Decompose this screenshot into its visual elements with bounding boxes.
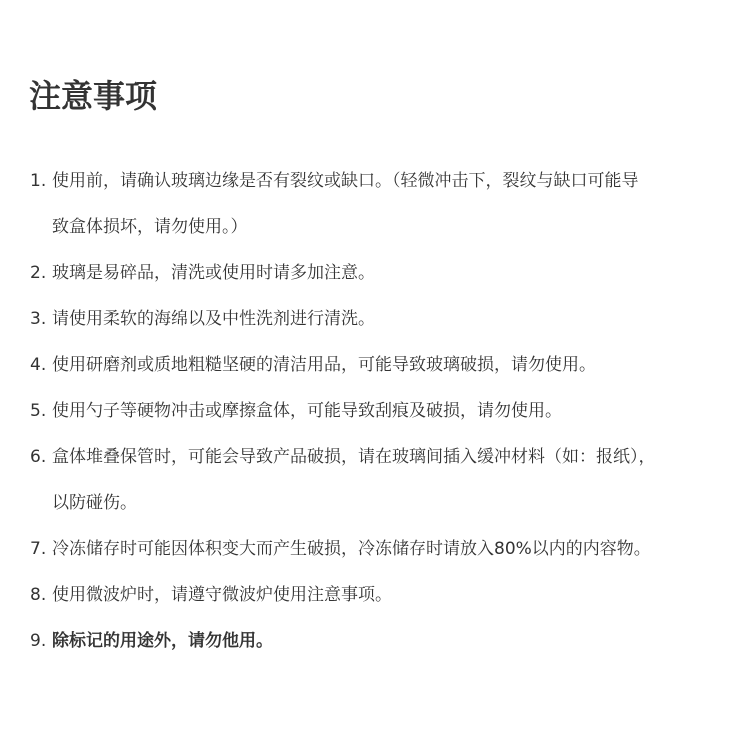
item-line: 使用微波炉时，请遵守微波炉使用注意事项。 xyxy=(52,585,392,605)
item-number: 2. xyxy=(30,263,47,283)
item-text xyxy=(52,572,720,618)
item-number: 7. xyxy=(30,539,47,559)
item-number: 6. xyxy=(30,447,47,467)
list-item xyxy=(30,388,720,434)
list-item xyxy=(30,526,720,572)
item-line: 以防碰伤。 xyxy=(52,493,137,513)
list-item xyxy=(30,296,720,342)
item-text xyxy=(52,526,720,572)
item-number: 3. xyxy=(30,309,47,329)
item-text xyxy=(52,342,720,388)
item-number: 8. xyxy=(30,585,47,605)
list-item xyxy=(30,434,720,526)
item-text xyxy=(52,434,720,526)
notes-list xyxy=(30,158,720,664)
item-number: 9. xyxy=(30,631,47,651)
item-number: 1. xyxy=(30,171,47,191)
item-line: 使用前，请确认玻璃边缘是否有裂纹或缺口。（轻微冲击下，裂纹与缺口可能导 xyxy=(52,171,639,191)
list-item xyxy=(30,572,720,618)
item-text xyxy=(52,250,720,296)
list-item xyxy=(30,342,720,388)
item-line: 请使用柔软的海绵以及中性洗剂进行清洗。 xyxy=(52,309,375,329)
list-item xyxy=(30,618,720,664)
item-text xyxy=(52,158,720,250)
page-title: 注意事项 xyxy=(29,77,158,115)
list-item xyxy=(30,158,720,250)
item-line: 使用勺子等硬物冲击或摩擦盒体，可能导致刮痕及破损，请勿使用。 xyxy=(52,401,562,421)
item-text xyxy=(52,618,720,664)
item-line: 使用研磨剂或质地粗糙坚硬的清洁用品，可能导致玻璃破损，请勿使用。 xyxy=(52,355,596,375)
item-number: 4. xyxy=(30,355,47,375)
list-item xyxy=(30,250,720,296)
item-line: 除标记的用途外，请勿他用。 xyxy=(52,631,273,651)
item-line: 致盒体损坏，请勿使用。） xyxy=(52,217,248,237)
item-line: 冷冻储存时可能因体积变大而产生破损，冷冻储存时请放入80%以内的内容物。 xyxy=(52,539,651,559)
item-line: 盒体堆叠保管时，可能会导致产品破损，请在玻璃间插入缓冲材料（如：报纸）， xyxy=(52,447,656,467)
item-text xyxy=(52,388,720,434)
item-line: 玻璃是易碎品，清洗或使用时请多加注意。 xyxy=(52,263,375,283)
item-text xyxy=(52,296,720,342)
item-number: 5. xyxy=(30,401,47,421)
